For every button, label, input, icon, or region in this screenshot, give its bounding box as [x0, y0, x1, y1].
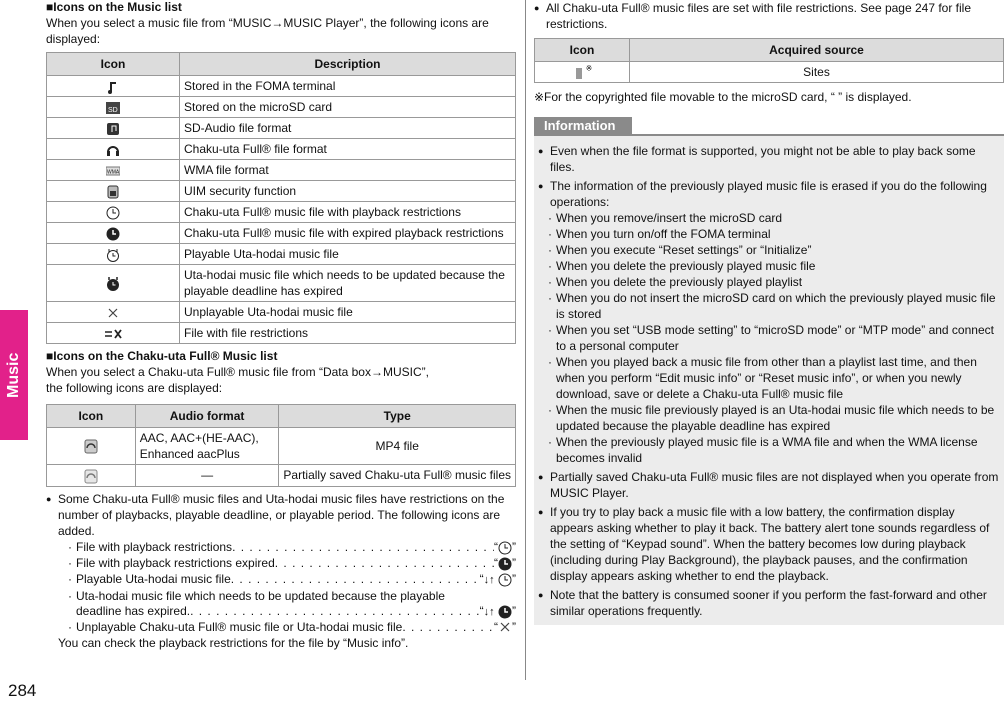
table-row: Unplayable Uta-hodai music file [47, 302, 516, 323]
chaku-partial-icon [83, 468, 99, 484]
table-row: ※ Sites [535, 62, 1004, 83]
music-list-intro: When you select a music file from “MUSIC→MUSIC Player”, the following icons are displayed: [46, 16, 489, 46]
cross-icon [498, 620, 512, 634]
restrictions-text: ● Some Chaku-uta Full® music files and Uta-hodai music files have restrictions on the number of playbacks, playable deadline, or playable period. The following icons are added. [46, 491, 516, 539]
column-divider [525, 0, 526, 680]
clock-filled-icon [106, 227, 120, 241]
restriction-item: · Unplayable Chaku-uta Full® music file or Uta-hodai music file . . . “ ” [58, 619, 516, 635]
right-column [534, 0, 1004, 625]
restriction-item-cont: deadline has expired. . . . “↓↑ ” [58, 604, 516, 619]
table-row: Uta-hodai music file which needs to be updated because the playable deadline has expired [47, 265, 516, 302]
top-note: ● All Chaku-uta Full® music files are set with file restrictions. See page 247 for file restrictions. [534, 0, 1004, 32]
restriction-item: · Uta-hodai music file which needs to be updated because the playable [58, 588, 516, 604]
restrictions-footer: You can check the playback restrictions for the file by “Music info”. [58, 635, 409, 650]
table-row: Stored in the FOMA terminal [47, 76, 516, 97]
table-row: — Partially saved Chaku-uta Full® music files [47, 465, 516, 487]
table-row: Playable Uta-hodai music file [47, 244, 516, 265]
chaku-list-intro-1: When you select a Chaku-uta Full® music file from “Data box→MUSIC”, [46, 365, 429, 379]
clock-filled-icon [498, 557, 512, 571]
col-icon: Icon [47, 53, 180, 76]
restriction-item: · File with playback restrictions . . . “ ” [58, 539, 516, 555]
table-row: File with file restrictions [47, 323, 516, 344]
table-row: Chaku-uta Full® music file with playback restrictions [47, 202, 516, 223]
col-description: Description [180, 53, 516, 76]
chaku-full-icon [83, 438, 99, 454]
page-number: 284 [8, 681, 37, 700]
table-row: AAC, AAC+(HE-AAC), Enhanced aacPlus MP4 file [47, 428, 516, 465]
file-icon [572, 66, 586, 80]
restriction-item: · File with playback restrictions expired . . . “ ” [58, 555, 516, 571]
side-tab: Music [0, 310, 28, 440]
uta-clock-filled-icon [106, 277, 120, 291]
clock-outline-icon [498, 541, 512, 555]
source-table: Icon Acquired source ※ Sites [534, 38, 1004, 83]
restriction-item: · Playable Uta-hodai music file . . . “↓↑ ” [58, 571, 516, 588]
clock-filled-icon [498, 605, 512, 619]
table-row: Chaku-uta Full® file format [47, 139, 516, 160]
restricted-icon [104, 327, 122, 341]
table-row: WMA WMA file format [47, 160, 516, 181]
svg-text:SD: SD [108, 106, 118, 114]
table-row: UIM security function [47, 181, 516, 202]
information-box: ● Even when the file format is supported, you might not be able to play back some files. ● The information of the previously played music file is erased if you do the following operations: · When you remove/insert the microSD card · When you turn on/off the FOMA terminal · When you execute “Reset settings” or “Initialize” · When you delete the previously played music file · When you delete the previously played playlist · When you do not insert the microSD card on which the previously played music file is stored · When you set “USB mode setting” to “microSD mode” or “MTP mode” and connect to a personal computer · When you played back a music file from other than a playlist last time, and then when you perform “Edit music info” or “Reset music info”, or when you newly download, save or delete a Chaku-uta Full® music file · When the music file previously played is an Uta-hodai music file which needs to be updated because the playable deadline has expired · When the previously played music file is a WMA file and when the WMA license becomes invalid ● Partially saved Chaku-uta Full® music files are not displayed when you operate from MUSIC Player. ● If you try to play back a music file with a low battery, the confirmation display appears asking whether to play it back. The battery alert tone sounds regardless of the setting of “Keypad sound”. When the battery becomes low during playback (including during Play Background), the playback pauses, and the confirmation display appears asking whether to end the playback. ● Note that the battery is consumed sooner if you perform the fast-forward and other similar operations frequently. [534, 134, 1004, 625]
clock-outline-icon [498, 573, 512, 587]
information-header: Information [534, 117, 632, 134]
svg-text:WMA: WMA [107, 169, 120, 176]
table-row: SD Stored on the microSD card [47, 97, 516, 118]
cross-icon [106, 306, 120, 320]
uta-clock-icon [106, 248, 120, 262]
sd-note-icon [106, 101, 120, 115]
clock-outline-icon [106, 206, 120, 220]
chaku-list-heading: ■Icons on the Chaku-uta Full® Music list [46, 349, 278, 363]
wma-icon [106, 164, 120, 178]
note-icon [106, 80, 120, 94]
chaku-list-intro-2: the following icons are displayed: [46, 381, 223, 395]
headphone-icon [106, 143, 120, 157]
table-row: SD-Audio file format [47, 118, 516, 139]
table-row: Chaku-uta Full® music file with expired playback restrictions [47, 223, 516, 244]
sd-audio-icon [106, 122, 120, 136]
chaku-icon-table: Icon Audio format Type AAC, AAC+(HE-AAC), Enhanced aacPlus MP4 file — Partially saved Chaku-uta Full® music files [46, 404, 516, 487]
uim-icon [106, 185, 120, 199]
music-icon-table [46, 52, 516, 344]
music-list-heading: ■Icons on the Music list [46, 0, 182, 14]
footnote: ※For the copyrighted file movable to the microSD card, “ ” is displayed. [534, 90, 912, 104]
left-column [46, 0, 516, 651]
